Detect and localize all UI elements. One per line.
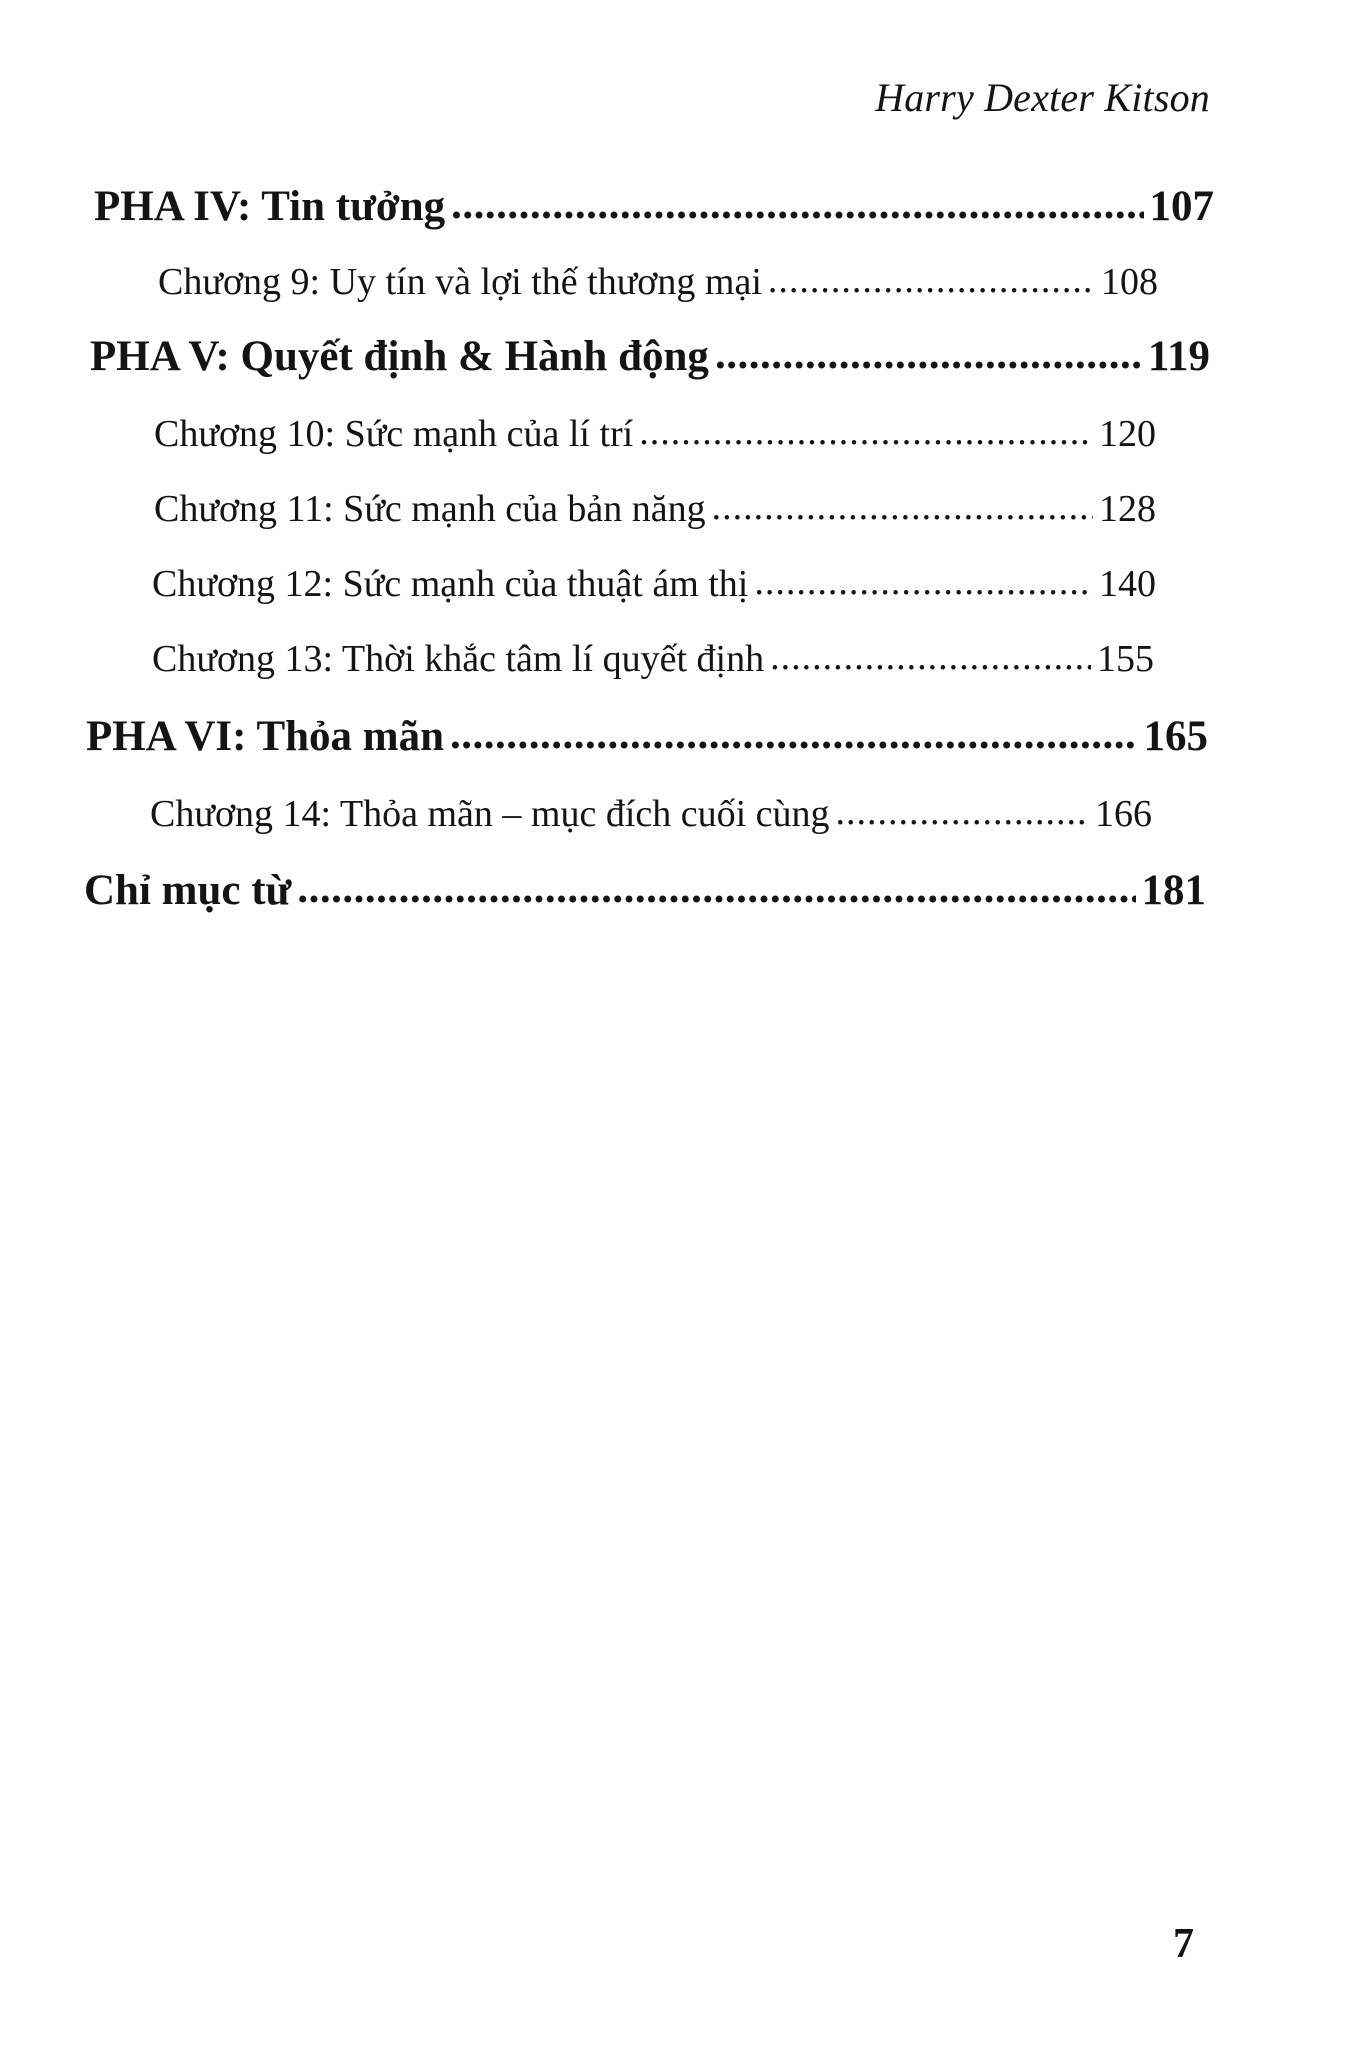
toc-entry-part-iv (94, 182, 1214, 231)
toc-entry-chapter-14 (150, 792, 1152, 836)
toc-entry-page: 120 (1099, 413, 1156, 455)
toc-entry-label: PHA VI: Thỏa mãn (86, 713, 445, 760)
toc-entry-label: Chương 14: Thỏa mãn – mục đích cuối cùng (150, 793, 830, 835)
toc-entry-page: 128 (1099, 488, 1156, 530)
toc-entry-label: PHA IV: Tin tưởng (94, 183, 446, 230)
toc-entry-page: 155 (1097, 638, 1154, 680)
toc-dot-leader (768, 258, 1095, 302)
toc-dot-leader (451, 180, 1143, 229)
toc-entry-page: 119 (1147, 333, 1210, 380)
toc-entry-page: 107 (1149, 183, 1214, 230)
toc-dot-leader (297, 864, 1135, 913)
page-number: 7 (1173, 1921, 1194, 1967)
toc-dot-leader (770, 635, 1091, 679)
toc-entry-chapter-10 (154, 412, 1156, 456)
toc-entry-label: Chương 12: Sức mạnh của thuật ám thị (152, 563, 749, 605)
toc-dot-leader (836, 790, 1089, 834)
toc-dot-leader (639, 410, 1093, 454)
toc-entry-index (84, 866, 1206, 915)
toc-entry-label: Chương 13: Thời khắc tâm lí quyết định (152, 638, 765, 680)
toc-entry-label: Chương 10: Sức mạnh của lí trí (154, 413, 634, 455)
toc-entry-page: 108 (1101, 261, 1158, 303)
toc-entry-page: 166 (1095, 793, 1152, 835)
toc-entry-label: PHA V: Quyết định & Hành động (90, 333, 709, 380)
toc-entry-chapter-9 (158, 260, 1158, 304)
toc-entry-label: Chương 11: Sức mạnh của bản năng (154, 488, 706, 530)
toc-dot-leader (712, 485, 1093, 529)
toc-entry-chapter-13 (152, 637, 1154, 681)
toc-entry-part-v (90, 332, 1210, 381)
toc-entry-label: Chỉ mục từ (84, 867, 292, 914)
toc-entry-chapter-12 (152, 562, 1156, 606)
toc-entry-page: 181 (1141, 867, 1206, 914)
toc-dot-leader (450, 710, 1137, 759)
toc-entry-chapter-11 (154, 487, 1156, 531)
toc-entry-label: Chương 9: Uy tín và lợi thế thương mại (158, 261, 762, 303)
toc-entry-part-vi (86, 712, 1208, 761)
toc-entry-page: 165 (1143, 713, 1208, 760)
toc-dot-leader (754, 560, 1093, 604)
toc-dot-leader (715, 330, 1142, 379)
toc-entry-page: 140 (1099, 563, 1156, 605)
running-header-author: Harry Dexter Kitson (875, 75, 1210, 120)
